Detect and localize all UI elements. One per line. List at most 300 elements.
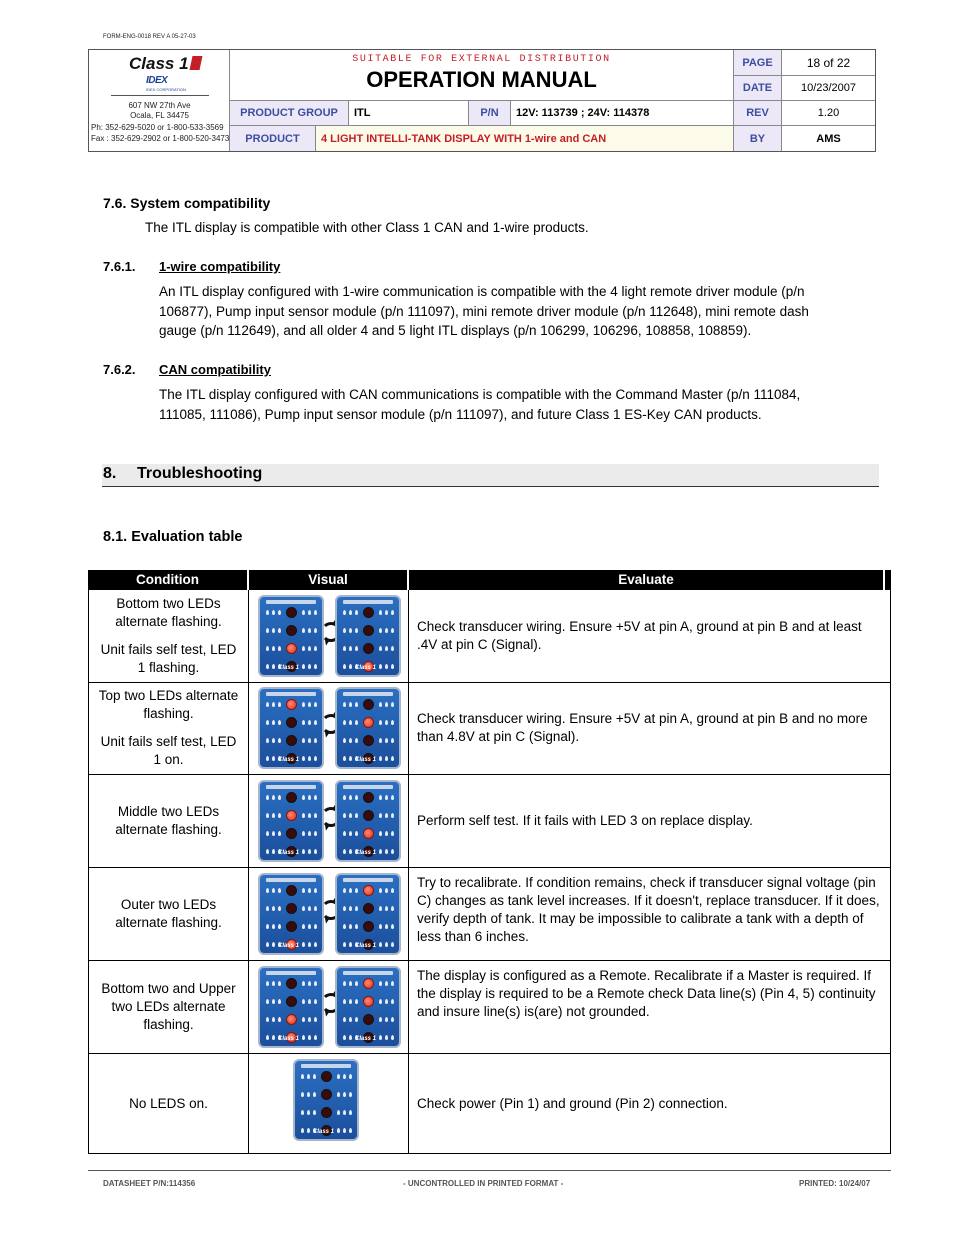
water-drop-icon: [314, 813, 317, 818]
water-drop-icon: [272, 813, 275, 818]
condition-text: Outer two LEDs alternate flashing.: [115, 897, 222, 930]
water-drop-icon: [272, 738, 275, 743]
water-drop-icon: [343, 702, 346, 707]
water-level-label: [343, 600, 393, 604]
led-3: [321, 1089, 332, 1100]
water-drop-icon: [302, 1017, 305, 1022]
water-drop-icon: [314, 628, 317, 633]
water-drop-icon: [266, 981, 269, 986]
water-drop-icon: [385, 1017, 388, 1022]
water-drop-icon: [349, 1017, 352, 1022]
water-drop-icon: [302, 664, 305, 669]
water-drop-icon: [343, 646, 346, 651]
visual-cell: [249, 590, 409, 682]
water-drop-icon: [302, 813, 305, 818]
water-drop-icon: [349, 1074, 352, 1079]
condition-text: Top two LEDs alternate flashing.: [98, 688, 239, 721]
water-drop-icon: [337, 1110, 340, 1115]
led-3: [363, 996, 374, 1007]
water-drop-icon: [278, 981, 281, 986]
led-3: [363, 717, 374, 728]
condition-cell: [89, 682, 249, 774]
by-label: BY: [734, 126, 782, 151]
water-drop-icon: [266, 702, 269, 707]
water-drop-icon: [379, 702, 382, 707]
visual-cell: [249, 775, 409, 867]
water-drop-icon: [337, 1128, 340, 1133]
evaluate-cell: Check transducer wiring. Ensure +5V at pin A, ground at pin B and at least .4V at pin C (Signal).: [417, 619, 862, 652]
water-drop-icon: [349, 831, 352, 836]
water-drop-icon: [278, 924, 281, 929]
water-drop-icon: [385, 646, 388, 651]
section-7-6-1-line2: 106877), Pump input sensor module (p/n 111097), mini remote driver module (p/n 112648), mini remote dash: [159, 304, 809, 319]
water-level-label: [266, 878, 316, 882]
water-drop-icon: [391, 831, 394, 836]
water-drop-icon: [302, 628, 305, 633]
water-level-label: [343, 692, 393, 696]
water-drop-icon: [349, 999, 352, 1004]
water-drop-icon: [349, 646, 352, 651]
water-drop-icon: [343, 628, 346, 633]
section-7-6-1-line3: gauge (p/n 112649), and all older 4 and 5 light ITL displays (p/n 106299, 106296, 108858, 108859).: [159, 323, 752, 338]
water-drop-icon: [314, 888, 317, 893]
led-4: [363, 607, 374, 618]
water-drop-icon: [266, 1035, 269, 1040]
water-drop-icon: [385, 942, 388, 947]
water-drop-icon: [272, 795, 275, 800]
section-7-6-heading: 7.6. System compatibility: [103, 195, 271, 211]
water-drop-icon: [314, 849, 317, 854]
pn-value: 12V: 113739 ; 24V: 114378: [511, 101, 734, 126]
water-drop-icon: [385, 628, 388, 633]
water-drop-icon: [302, 1035, 305, 1040]
led-2: [363, 828, 374, 839]
led-4: [363, 699, 374, 710]
water-drop-icon: [385, 813, 388, 818]
water-drop-icon: [314, 981, 317, 986]
water-drop-icon: [355, 738, 358, 743]
tank-display-graphic: [335, 966, 401, 1048]
water-drop-icon: [385, 849, 388, 854]
water-drop-icon: [385, 1035, 388, 1040]
water-drop-icon: [308, 646, 311, 651]
water-drop-icon: [308, 628, 311, 633]
led-3: [286, 625, 297, 636]
water-drop-icon: [302, 702, 305, 707]
section-7-6-2-line1: The ITL display configured with CAN communications is compatible with the Command Master (p/n 111084,: [159, 387, 801, 402]
section-8-1-heading: 8.1. Evaluation table: [103, 529, 243, 545]
water-drop-icon: [349, 610, 352, 615]
water-drop-icon: [379, 795, 382, 800]
water-drop-icon: [272, 888, 275, 893]
water-drop-icon: [278, 702, 281, 707]
water-drop-icon: [349, 702, 352, 707]
led-3: [286, 996, 297, 1007]
form-id: FORM-ENG-0018 REV A 05-27-03: [103, 34, 196, 40]
led-2: [363, 1014, 374, 1025]
water-drop-icon: [349, 849, 352, 854]
water-drop-icon: [308, 664, 311, 669]
water-drop-icon: [355, 981, 358, 986]
water-drop-icon: [272, 1035, 275, 1040]
idex-logo: IDEX: [146, 75, 168, 86]
water-drop-icon: [272, 720, 275, 725]
water-drop-icon: [385, 795, 388, 800]
water-drop-icon: [385, 610, 388, 615]
water-drop-icon: [308, 738, 311, 743]
condition-cell: [89, 868, 249, 960]
water-drop-icon: [314, 942, 317, 947]
water-drop-icon: [308, 702, 311, 707]
by-value: AMS: [816, 132, 841, 145]
section-7-6-2-line2: 111085, 111086), Pump input sensor module (p/n 111097), and future Class 1 ES-Key CAN products.: [159, 407, 762, 422]
water-drop-icon: [379, 888, 382, 893]
logo-divider: [111, 95, 209, 96]
water-drop-icon: [379, 942, 382, 947]
visual-cell: [249, 961, 409, 1053]
evaluation-table: [88, 570, 891, 1154]
water-drop-icon: [379, 831, 382, 836]
visual-cell: [249, 682, 409, 774]
water-drop-icon: [385, 738, 388, 743]
water-drop-icon: [307, 1074, 310, 1079]
water-drop-icon: [302, 849, 305, 854]
water-drop-icon: [355, 720, 358, 725]
water-drop-icon: [343, 942, 346, 947]
water-drop-icon: [391, 981, 394, 986]
led-2: [363, 921, 374, 932]
led-2: [363, 643, 374, 654]
section-8-number: 8.: [103, 465, 117, 482]
doc-title: OPERATION MANUAL: [366, 67, 597, 92]
led-2: [363, 735, 374, 746]
water-drop-icon: [349, 1110, 352, 1115]
water-drop-icon: [278, 831, 281, 836]
water-drop-icon: [343, 888, 346, 893]
water-drop-icon: [343, 1110, 346, 1115]
water-drop-icon: [385, 924, 388, 929]
water-drop-icon: [314, 831, 317, 836]
water-drop-icon: [302, 756, 305, 761]
header-visual: Visual: [249, 570, 407, 590]
water-drop-icon: [314, 1017, 317, 1022]
water-drop-icon: [343, 831, 346, 836]
water-drop-icon: [391, 610, 394, 615]
water-drop-icon: [343, 906, 346, 911]
water-drop-icon: [391, 664, 394, 669]
water-drop-icon: [272, 999, 275, 1004]
water-drop-icon: [302, 999, 305, 1004]
water-drop-icon: [278, 628, 281, 633]
water-drop-icon: [385, 720, 388, 725]
water-drop-icon: [314, 756, 317, 761]
evaluate-cell: The display is configured as a Remote. Recalibrate if a Master is required. If the display is required to be a Remote check Data line(s) (Pin 4, 5) continuity and insure line(s) is(are) not grounded.: [417, 968, 876, 1019]
led-2: [286, 643, 297, 654]
water-drop-icon: [314, 1035, 317, 1040]
water-drop-icon: [314, 664, 317, 669]
condition-text: Bottom two and Upper two LEDs alternate flashing.: [101, 981, 236, 1032]
water-drop-icon: [385, 888, 388, 893]
water-drop-icon: [355, 795, 358, 800]
class1-logo: Class 1: [129, 54, 201, 74]
water-drop-icon: [266, 906, 269, 911]
water-drop-icon: [302, 942, 305, 947]
footer-rule: [88, 1170, 891, 1171]
device-brand: Class 1: [313, 1129, 335, 1135]
water-drop-icon: [301, 1128, 304, 1133]
water-drop-icon: [343, 1128, 346, 1133]
water-drop-icon: [385, 906, 388, 911]
water-drop-icon: [278, 1017, 281, 1022]
led-4: [286, 699, 297, 710]
led-4: [286, 607, 297, 618]
tank-display-graphic: [293, 1059, 359, 1141]
water-drop-icon: [343, 924, 346, 929]
water-drop-icon: [266, 795, 269, 800]
water-drop-icon: [266, 610, 269, 615]
water-drop-icon: [278, 795, 281, 800]
water-drop-icon: [337, 1074, 340, 1079]
water-drop-icon: [355, 1017, 358, 1022]
water-drop-icon: [266, 813, 269, 818]
water-drop-icon: [355, 813, 358, 818]
address-line1: 607 NW 27th Ave: [128, 101, 191, 110]
water-drop-icon: [314, 610, 317, 615]
condition-cell: [89, 590, 249, 682]
water-drop-icon: [308, 1017, 311, 1022]
product-label: PRODUCT: [230, 126, 316, 151]
water-drop-icon: [391, 813, 394, 818]
page-value: 18 of 22: [782, 50, 875, 76]
water-drop-icon: [349, 720, 352, 725]
water-drop-icon: [302, 924, 305, 929]
device-brand: Class 1: [278, 943, 300, 949]
date-value: 10/23/2007: [782, 76, 875, 101]
product-group-value: ITL: [349, 101, 469, 126]
water-drop-icon: [355, 999, 358, 1004]
water-drop-icon: [302, 888, 305, 893]
water-drop-icon: [278, 720, 281, 725]
water-drop-icon: [308, 888, 311, 893]
evaluate-cell: Check transducer wiring. Ensure +5V at pin A, ground at pin B and no more than 4.8V at pin C (Signal).: [417, 711, 868, 744]
water-drop-icon: [355, 610, 358, 615]
water-drop-icon: [278, 999, 281, 1004]
water-drop-icon: [272, 1017, 275, 1022]
footer-uncontrolled: - UNCONTROLLED IN PRINTED FORMAT -: [403, 1179, 564, 1188]
water-drop-icon: [272, 756, 275, 761]
water-drop-icon: [391, 702, 394, 707]
water-drop-icon: [302, 610, 305, 615]
water-drop-icon: [391, 924, 394, 929]
water-drop-icon: [278, 813, 281, 818]
water-drop-icon: [391, 1035, 394, 1040]
water-drop-icon: [308, 610, 311, 615]
water-drop-icon: [379, 664, 382, 669]
title-block: [230, 50, 734, 101]
section-7-6-2-title: CAN compatibility: [159, 362, 271, 377]
evaluate-cell: Check power (Pin 1) and ground (Pin 2) connection.: [417, 1095, 728, 1111]
water-drop-icon: [308, 720, 311, 725]
water-drop-icon: [379, 646, 382, 651]
water-drop-icon: [278, 738, 281, 743]
water-drop-icon: [379, 906, 382, 911]
water-drop-icon: [391, 628, 394, 633]
water-drop-icon: [307, 1092, 310, 1097]
water-drop-icon: [266, 720, 269, 725]
section-7-6-1-number: 7.6.1.: [103, 259, 136, 274]
led-4: [363, 792, 374, 803]
tank-display-graphic: [258, 595, 324, 677]
water-drop-icon: [302, 720, 305, 725]
water-drop-icon: [302, 738, 305, 743]
water-drop-icon: [379, 756, 382, 761]
header-evaluate: Evaluate: [409, 570, 883, 590]
water-drop-icon: [379, 924, 382, 929]
water-drop-icon: [313, 1074, 316, 1079]
water-drop-icon: [379, 813, 382, 818]
visual-cell: [249, 868, 409, 960]
water-drop-icon: [272, 610, 275, 615]
water-drop-icon: [385, 831, 388, 836]
water-drop-icon: [349, 1092, 352, 1097]
condition-text: Middle two LEDs alternate flashing.: [115, 804, 222, 837]
led-2: [286, 1014, 297, 1025]
water-drop-icon: [301, 1092, 304, 1097]
tank-display-graphic: [258, 687, 324, 769]
water-drop-icon: [266, 664, 269, 669]
water-drop-icon: [391, 849, 394, 854]
water-drop-icon: [313, 1110, 316, 1115]
water-drop-icon: [391, 888, 394, 893]
water-drop-icon: [349, 981, 352, 986]
water-drop-icon: [391, 942, 394, 947]
water-drop-icon: [314, 702, 317, 707]
led-2: [286, 921, 297, 932]
tank-display-graphic: [258, 780, 324, 862]
water-drop-icon: [385, 999, 388, 1004]
water-drop-icon: [379, 1035, 382, 1040]
condition-cell: [89, 775, 249, 867]
led-3: [286, 903, 297, 914]
water-drop-icon: [391, 906, 394, 911]
water-drop-icon: [385, 702, 388, 707]
water-drop-icon: [266, 1017, 269, 1022]
led-3: [363, 810, 374, 821]
water-drop-icon: [385, 756, 388, 761]
water-level-label: [266, 971, 316, 975]
led-2: [321, 1107, 332, 1118]
led-4: [363, 885, 374, 896]
water-drop-icon: [391, 720, 394, 725]
water-drop-icon: [343, 795, 346, 800]
water-drop-icon: [307, 1110, 310, 1115]
fax: Fax : 352-629-2902 or 1-800-520-3473: [91, 134, 230, 143]
water-drop-icon: [391, 738, 394, 743]
condition-cell: [89, 1054, 249, 1153]
water-drop-icon: [337, 1092, 340, 1097]
water-drop-icon: [266, 888, 269, 893]
led-4: [321, 1071, 332, 1082]
water-level-label: [343, 971, 393, 975]
water-drop-icon: [272, 942, 275, 947]
tank-display-graphic: [335, 687, 401, 769]
water-drop-icon: [314, 924, 317, 929]
water-drop-icon: [349, 942, 352, 947]
water-drop-icon: [349, 888, 352, 893]
condition-cell: [89, 961, 249, 1053]
water-drop-icon: [308, 924, 311, 929]
evaluate-cell: Try to recalibrate. If condition remains, check if transducer signal voltage (pin C) changes as tank level increases. If it doesn't, replace transducer. If it does, verify depth of tank. It may be impossible to calibrate a tank with a depth of less than 6 inches.: [417, 875, 880, 944]
water-drop-icon: [272, 981, 275, 986]
water-drop-icon: [349, 628, 352, 633]
water-level-label: [266, 600, 316, 604]
led-3: [286, 717, 297, 728]
water-drop-icon: [302, 981, 305, 986]
device-brand: Class 1: [355, 1036, 377, 1042]
led-3: [286, 810, 297, 821]
water-drop-icon: [385, 664, 388, 669]
water-drop-icon: [349, 664, 352, 669]
header-condition: Condition: [88, 570, 247, 590]
table-row: [88, 682, 891, 775]
led-4: [363, 978, 374, 989]
table-row: [88, 775, 891, 868]
section-7-6-1-line1: An ITL display configured with 1-wire communication is compatible with the 4 light remote driver module (p/n: [159, 284, 805, 299]
water-drop-icon: [379, 738, 382, 743]
condition-secondary-text: Unit fails self test, LED 1 flashing.: [100, 642, 237, 675]
led-3: [363, 903, 374, 914]
phone: Ph: 352-629-5020 or 1-800-533-3569: [91, 123, 224, 132]
water-drop-icon: [343, 664, 346, 669]
water-drop-icon: [266, 942, 269, 947]
table-row: [88, 590, 891, 683]
water-drop-icon: [379, 999, 382, 1004]
section-7-6-1-title: 1-wire compatibility: [159, 259, 281, 274]
water-drop-icon: [278, 610, 281, 615]
date-label: DATE: [734, 76, 782, 101]
water-drop-icon: [308, 795, 311, 800]
water-drop-icon: [349, 906, 352, 911]
water-level-label: [343, 878, 393, 882]
water-drop-icon: [266, 646, 269, 651]
water-drop-icon: [308, 981, 311, 986]
water-drop-icon: [314, 738, 317, 743]
water-drop-icon: [343, 1092, 346, 1097]
water-drop-icon: [272, 702, 275, 707]
water-drop-icon: [266, 831, 269, 836]
water-drop-icon: [349, 813, 352, 818]
water-drop-icon: [266, 628, 269, 633]
water-drop-icon: [308, 756, 311, 761]
table-row: [88, 961, 891, 1054]
device-brand: Class 1: [278, 665, 300, 671]
water-drop-icon: [266, 924, 269, 929]
tank-display-graphic: [258, 966, 324, 1048]
water-drop-icon: [355, 924, 358, 929]
water-level-label: [301, 1064, 351, 1068]
water-drop-icon: [355, 702, 358, 707]
water-drop-icon: [307, 1128, 310, 1133]
water-drop-icon: [343, 720, 346, 725]
water-drop-icon: [308, 906, 311, 911]
water-drop-icon: [272, 628, 275, 633]
idex-subtitle: IDEX CORPORATION: [146, 87, 186, 92]
water-drop-icon: [349, 738, 352, 743]
table-row: [88, 868, 891, 961]
water-level-label: [343, 785, 393, 789]
water-drop-icon: [301, 1110, 304, 1115]
water-drop-icon: [349, 1128, 352, 1133]
